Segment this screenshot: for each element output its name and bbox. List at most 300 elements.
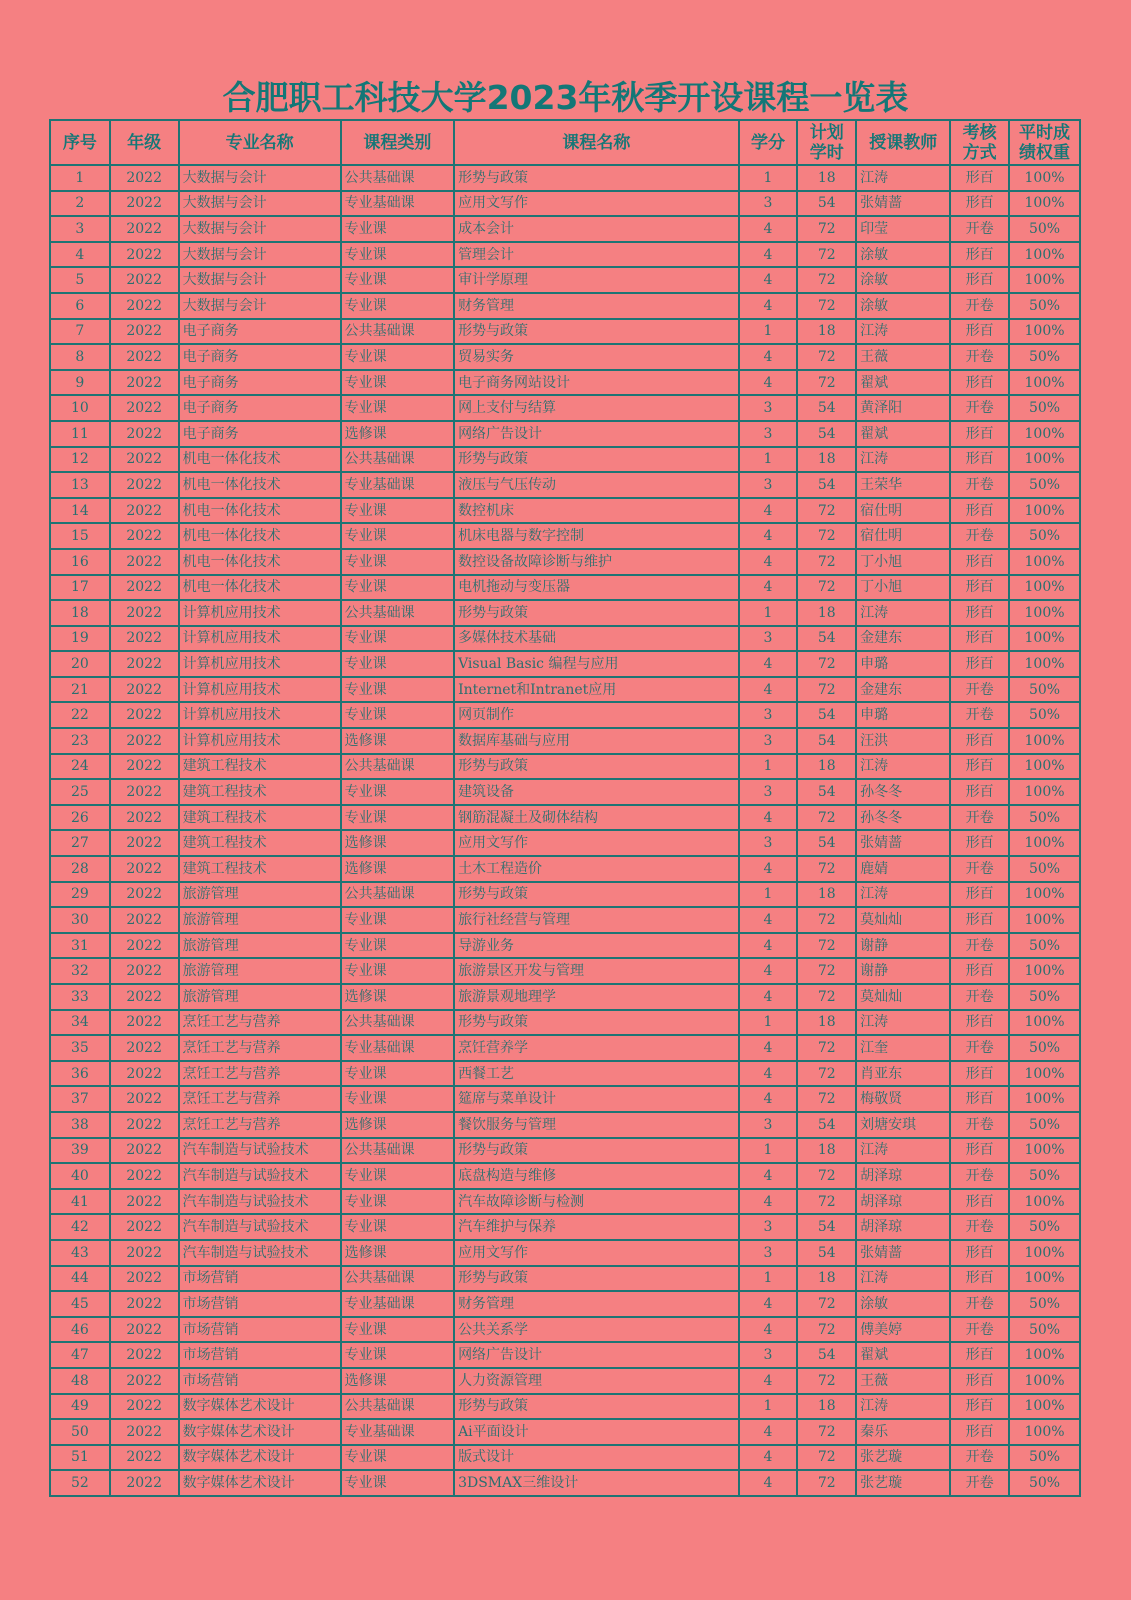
cell-category: 公共基础课 bbox=[341, 447, 454, 473]
cell-grade: 2022 bbox=[110, 344, 179, 370]
cell-hours: 18 bbox=[797, 1010, 856, 1036]
cell-major: 机电一体化技术 bbox=[179, 575, 341, 601]
cell-hours: 72 bbox=[797, 856, 856, 882]
cell-category: 选修课 bbox=[341, 421, 454, 447]
cell-grade: 2022 bbox=[110, 293, 179, 319]
cell-weight: 50% bbox=[1009, 1163, 1080, 1189]
cell-index: 18 bbox=[50, 600, 110, 626]
cell-teacher: 鹿婧 bbox=[856, 856, 950, 882]
cell-index: 45 bbox=[50, 1291, 110, 1317]
cell-category: 专业课 bbox=[341, 242, 454, 268]
cell-weight: 100% bbox=[1009, 958, 1080, 984]
cell-grade: 2022 bbox=[110, 1189, 179, 1215]
cell-category: 专业课 bbox=[341, 779, 454, 805]
cell-weight: 50% bbox=[1009, 1317, 1080, 1343]
table-row bbox=[50, 1214, 1080, 1240]
cell-teacher: 丁小旭 bbox=[856, 549, 950, 575]
cell-index: 48 bbox=[50, 1368, 110, 1394]
cell-grade: 2022 bbox=[110, 319, 179, 345]
cell-course: 应用文写作 bbox=[454, 191, 739, 217]
cell-exam: 形百 bbox=[950, 754, 1009, 780]
cell-major: 建筑工程技术 bbox=[179, 779, 341, 805]
table-row bbox=[50, 242, 1080, 268]
table-row bbox=[50, 1163, 1080, 1189]
table-row bbox=[50, 1035, 1080, 1061]
cell-major: 烹饪工艺与营养 bbox=[179, 1035, 341, 1061]
cell-course: Ai平面设计 bbox=[454, 1419, 739, 1445]
cell-course: 管理会计 bbox=[454, 242, 739, 268]
cell-category: 选修课 bbox=[341, 1112, 454, 1138]
cell-category: 专业课 bbox=[341, 395, 454, 421]
table-row bbox=[50, 319, 1080, 345]
cell-credits: 4 bbox=[739, 216, 798, 242]
cell-exam: 形百 bbox=[950, 549, 1009, 575]
cell-index: 22 bbox=[50, 702, 110, 728]
cell-course: 形势与政策 bbox=[454, 754, 739, 780]
cell-major: 数字媒体艺术设计 bbox=[179, 1419, 341, 1445]
cell-hours: 18 bbox=[797, 165, 856, 191]
table-row bbox=[50, 1086, 1080, 1112]
cell-index: 49 bbox=[50, 1394, 110, 1420]
cell-course: 审计学原理 bbox=[454, 267, 739, 293]
cell-course: 人力资源管理 bbox=[454, 1368, 739, 1394]
cell-grade: 2022 bbox=[110, 447, 179, 473]
cell-exam: 形百 bbox=[950, 1266, 1009, 1292]
cell-credits: 4 bbox=[739, 1419, 798, 1445]
cell-teacher: 宿仕明 bbox=[856, 523, 950, 549]
cell-major: 大数据与会计 bbox=[179, 293, 341, 319]
cell-exam: 形百 bbox=[950, 600, 1009, 626]
cell-exam: 开卷 bbox=[950, 293, 1009, 319]
table-row bbox=[50, 856, 1080, 882]
cell-index: 38 bbox=[50, 1112, 110, 1138]
cell-credits: 3 bbox=[739, 421, 798, 447]
cell-teacher: 黄泽阳 bbox=[856, 395, 950, 421]
cell-category: 公共基础课 bbox=[341, 882, 454, 908]
cell-hours: 72 bbox=[797, 805, 856, 831]
cell-teacher: 金建东 bbox=[856, 677, 950, 703]
cell-index: 24 bbox=[50, 754, 110, 780]
cell-exam: 形百 bbox=[950, 1061, 1009, 1087]
table-row bbox=[50, 267, 1080, 293]
cell-credits: 4 bbox=[739, 933, 798, 959]
cell-weight: 100% bbox=[1009, 1086, 1080, 1112]
table-row bbox=[50, 421, 1080, 447]
cell-category: 专业课 bbox=[341, 958, 454, 984]
table-row bbox=[50, 523, 1080, 549]
table-body bbox=[50, 165, 1080, 1496]
cell-weight: 100% bbox=[1009, 1010, 1080, 1036]
cell-index: 40 bbox=[50, 1163, 110, 1189]
table-row bbox=[50, 447, 1080, 473]
cell-grade: 2022 bbox=[110, 1240, 179, 1266]
header-cell-category: 课程类别 bbox=[341, 120, 454, 165]
cell-teacher: 张婧蔷 bbox=[856, 191, 950, 217]
cell-course: 财务管理 bbox=[454, 293, 739, 319]
cell-course: 电机拖动与变压器 bbox=[454, 575, 739, 601]
cell-course: 数控机床 bbox=[454, 498, 739, 524]
cell-grade: 2022 bbox=[110, 933, 179, 959]
cell-grade: 2022 bbox=[110, 984, 179, 1010]
cell-teacher: 莫灿灿 bbox=[856, 984, 950, 1010]
cell-hours: 18 bbox=[797, 447, 856, 473]
cell-course: 底盘构造与维修 bbox=[454, 1163, 739, 1189]
cell-credits: 1 bbox=[739, 600, 798, 626]
cell-hours: 18 bbox=[797, 1394, 856, 1420]
cell-category: 专业课 bbox=[341, 1470, 454, 1496]
cell-index: 43 bbox=[50, 1240, 110, 1266]
cell-credits: 4 bbox=[739, 498, 798, 524]
cell-major: 计算机应用技术 bbox=[179, 728, 341, 754]
cell-teacher: 翟斌 bbox=[856, 370, 950, 396]
cell-credits: 3 bbox=[739, 830, 798, 856]
cell-grade: 2022 bbox=[110, 907, 179, 933]
cell-hours: 54 bbox=[797, 626, 856, 652]
cell-grade: 2022 bbox=[110, 370, 179, 396]
cell-index: 50 bbox=[50, 1419, 110, 1445]
cell-course: 钢筋混凝土及砌体结构 bbox=[454, 805, 739, 831]
cell-exam: 形百 bbox=[950, 626, 1009, 652]
cell-grade: 2022 bbox=[110, 1266, 179, 1292]
cell-teacher: 申璐 bbox=[856, 702, 950, 728]
cell-major: 建筑工程技术 bbox=[179, 856, 341, 882]
cell-weight: 100% bbox=[1009, 498, 1080, 524]
cell-weight: 100% bbox=[1009, 549, 1080, 575]
cell-hours: 72 bbox=[797, 1189, 856, 1215]
cell-major: 机电一体化技术 bbox=[179, 447, 341, 473]
cell-credits: 3 bbox=[739, 191, 798, 217]
cell-exam: 形百 bbox=[950, 1240, 1009, 1266]
table-row bbox=[50, 958, 1080, 984]
cell-teacher: 江涛 bbox=[856, 165, 950, 191]
cell-credits: 4 bbox=[739, 677, 798, 703]
cell-credits: 3 bbox=[739, 1112, 798, 1138]
cell-grade: 2022 bbox=[110, 549, 179, 575]
cell-index: 28 bbox=[50, 856, 110, 882]
cell-teacher: 涂敏 bbox=[856, 242, 950, 268]
cell-teacher: 张婧蔷 bbox=[856, 1240, 950, 1266]
cell-credits: 4 bbox=[739, 575, 798, 601]
cell-exam: 开卷 bbox=[950, 1317, 1009, 1343]
cell-grade: 2022 bbox=[110, 1342, 179, 1368]
cell-course: 数据库基础与应用 bbox=[454, 728, 739, 754]
cell-exam: 形百 bbox=[950, 575, 1009, 601]
cell-exam: 开卷 bbox=[950, 805, 1009, 831]
cell-weight: 50% bbox=[1009, 702, 1080, 728]
cell-index: 30 bbox=[50, 907, 110, 933]
cell-index: 52 bbox=[50, 1470, 110, 1496]
cell-weight: 100% bbox=[1009, 907, 1080, 933]
cell-major: 数字媒体艺术设计 bbox=[179, 1445, 341, 1471]
cell-index: 35 bbox=[50, 1035, 110, 1061]
header-cell-teacher: 授课教师 bbox=[856, 120, 950, 165]
cell-weight: 100% bbox=[1009, 1368, 1080, 1394]
cell-teacher: 翟斌 bbox=[856, 421, 950, 447]
cell-weight: 50% bbox=[1009, 472, 1080, 498]
cell-course: 版式设计 bbox=[454, 1445, 739, 1471]
cell-hours: 72 bbox=[797, 267, 856, 293]
cell-credits: 3 bbox=[739, 728, 798, 754]
cell-teacher: 胡泽琼 bbox=[856, 1189, 950, 1215]
cell-hours: 72 bbox=[797, 984, 856, 1010]
cell-index: 16 bbox=[50, 549, 110, 575]
cell-grade: 2022 bbox=[110, 728, 179, 754]
cell-major: 数字媒体艺术设计 bbox=[179, 1394, 341, 1420]
cell-course: 公共关系学 bbox=[454, 1317, 739, 1343]
cell-hours: 72 bbox=[797, 1419, 856, 1445]
cell-credits: 4 bbox=[739, 1291, 798, 1317]
cell-credits: 4 bbox=[739, 1086, 798, 1112]
cell-major: 市场营销 bbox=[179, 1291, 341, 1317]
cell-exam: 形百 bbox=[950, 191, 1009, 217]
cell-credits: 4 bbox=[739, 1368, 798, 1394]
cell-category: 选修课 bbox=[341, 1368, 454, 1394]
cell-category: 专业基础课 bbox=[341, 191, 454, 217]
table-header-row bbox=[50, 120, 1080, 165]
cell-category: 专业课 bbox=[341, 1086, 454, 1112]
cell-exam: 开卷 bbox=[950, 1163, 1009, 1189]
cell-index: 21 bbox=[50, 677, 110, 703]
table-row bbox=[50, 1394, 1080, 1420]
cell-teacher: 翟斌 bbox=[856, 1342, 950, 1368]
cell-weight: 50% bbox=[1009, 805, 1080, 831]
cell-hours: 54 bbox=[797, 1342, 856, 1368]
cell-hours: 72 bbox=[797, 549, 856, 575]
cell-weight: 50% bbox=[1009, 984, 1080, 1010]
cell-hours: 72 bbox=[797, 370, 856, 396]
cell-course: 网络广告设计 bbox=[454, 421, 739, 447]
cell-weight: 100% bbox=[1009, 267, 1080, 293]
cell-grade: 2022 bbox=[110, 1035, 179, 1061]
cell-major: 旅游管理 bbox=[179, 958, 341, 984]
cell-credits: 3 bbox=[739, 1240, 798, 1266]
cell-course: 机床电器与数字控制 bbox=[454, 523, 739, 549]
cell-hours: 54 bbox=[797, 395, 856, 421]
cell-category: 专业课 bbox=[341, 677, 454, 703]
cell-grade: 2022 bbox=[110, 1470, 179, 1496]
table-row bbox=[50, 1445, 1080, 1471]
cell-credits: 4 bbox=[739, 549, 798, 575]
cell-grade: 2022 bbox=[110, 958, 179, 984]
cell-grade: 2022 bbox=[110, 1419, 179, 1445]
cell-teacher: 丁小旭 bbox=[856, 575, 950, 601]
cell-teacher: 申璐 bbox=[856, 651, 950, 677]
cell-major: 市场营销 bbox=[179, 1317, 341, 1343]
cell-index: 26 bbox=[50, 805, 110, 831]
cell-grade: 2022 bbox=[110, 1061, 179, 1087]
cell-major: 大数据与会计 bbox=[179, 242, 341, 268]
cell-category: 专业课 bbox=[341, 933, 454, 959]
cell-grade: 2022 bbox=[110, 1368, 179, 1394]
cell-teacher: 涂敏 bbox=[856, 293, 950, 319]
cell-course: 形势与政策 bbox=[454, 1266, 739, 1292]
cell-course: 网页制作 bbox=[454, 702, 739, 728]
cell-hours: 72 bbox=[797, 1368, 856, 1394]
table-row bbox=[50, 1061, 1080, 1087]
cell-major: 汽车制造与试验技术 bbox=[179, 1163, 341, 1189]
cell-weight: 100% bbox=[1009, 1189, 1080, 1215]
cell-teacher: 江奎 bbox=[856, 1035, 950, 1061]
table-row bbox=[50, 1317, 1080, 1343]
cell-major: 建筑工程技术 bbox=[179, 754, 341, 780]
table-row bbox=[50, 882, 1080, 908]
cell-course: Visual Basic 编程与应用 bbox=[454, 651, 739, 677]
cell-category: 选修课 bbox=[341, 1240, 454, 1266]
cell-credits: 3 bbox=[739, 1342, 798, 1368]
cell-grade: 2022 bbox=[110, 626, 179, 652]
cell-weight: 100% bbox=[1009, 165, 1080, 191]
cell-index: 33 bbox=[50, 984, 110, 1010]
cell-teacher: 涂敏 bbox=[856, 267, 950, 293]
cell-index: 10 bbox=[50, 395, 110, 421]
cell-index: 44 bbox=[50, 1266, 110, 1292]
cell-teacher: 肖亚东 bbox=[856, 1061, 950, 1087]
cell-course: 旅游景区开发与管理 bbox=[454, 958, 739, 984]
cell-credits: 3 bbox=[739, 626, 798, 652]
cell-exam: 形百 bbox=[950, 1086, 1009, 1112]
table-row bbox=[50, 191, 1080, 217]
cell-teacher: 江涛 bbox=[856, 319, 950, 345]
cell-major: 机电一体化技术 bbox=[179, 523, 341, 549]
cell-hours: 72 bbox=[797, 677, 856, 703]
header-cell-exam: 考核 方式 bbox=[950, 120, 1009, 165]
cell-major: 旅游管理 bbox=[179, 933, 341, 959]
cell-hours: 54 bbox=[797, 830, 856, 856]
cell-exam: 形百 bbox=[950, 830, 1009, 856]
cell-hours: 18 bbox=[797, 319, 856, 345]
cell-course: 应用文写作 bbox=[454, 830, 739, 856]
cell-category: 专业课 bbox=[341, 1445, 454, 1471]
cell-major: 计算机应用技术 bbox=[179, 677, 341, 703]
cell-index: 8 bbox=[50, 344, 110, 370]
cell-weight: 100% bbox=[1009, 1342, 1080, 1368]
table-row bbox=[50, 907, 1080, 933]
cell-weight: 100% bbox=[1009, 626, 1080, 652]
table-row bbox=[50, 575, 1080, 601]
cell-credits: 1 bbox=[739, 1266, 798, 1292]
table-row bbox=[50, 677, 1080, 703]
cell-exam: 开卷 bbox=[950, 1445, 1009, 1471]
cell-weight: 50% bbox=[1009, 1035, 1080, 1061]
cell-teacher: 胡泽琼 bbox=[856, 1163, 950, 1189]
cell-category: 选修课 bbox=[341, 728, 454, 754]
cell-course: 财务管理 bbox=[454, 1291, 739, 1317]
cell-teacher: 刘塘安琪 bbox=[856, 1112, 950, 1138]
cell-grade: 2022 bbox=[110, 575, 179, 601]
cell-category: 专业课 bbox=[341, 575, 454, 601]
cell-course: 3DSMAX三维设计 bbox=[454, 1470, 739, 1496]
cell-hours: 72 bbox=[797, 1317, 856, 1343]
cell-exam: 开卷 bbox=[950, 856, 1009, 882]
cell-hours: 54 bbox=[797, 728, 856, 754]
cell-credits: 1 bbox=[739, 319, 798, 345]
cell-credits: 3 bbox=[739, 779, 798, 805]
cell-weight: 100% bbox=[1009, 191, 1080, 217]
cell-credits: 4 bbox=[739, 1061, 798, 1087]
cell-hours: 72 bbox=[797, 216, 856, 242]
cell-category: 专业课 bbox=[341, 907, 454, 933]
cell-weight: 100% bbox=[1009, 421, 1080, 447]
cell-category: 专业基础课 bbox=[341, 1035, 454, 1061]
cell-major: 计算机应用技术 bbox=[179, 626, 341, 652]
cell-credits: 4 bbox=[739, 984, 798, 1010]
cell-index: 41 bbox=[50, 1189, 110, 1215]
cell-weight: 100% bbox=[1009, 1138, 1080, 1164]
cell-grade: 2022 bbox=[110, 600, 179, 626]
cell-exam: 形百 bbox=[950, 1394, 1009, 1420]
cell-exam: 形百 bbox=[950, 958, 1009, 984]
cell-category: 专业课 bbox=[341, 549, 454, 575]
cell-hours: 72 bbox=[797, 293, 856, 319]
cell-course: 多媒体技术基础 bbox=[454, 626, 739, 652]
table-row bbox=[50, 1419, 1080, 1445]
cell-major: 汽车制造与试验技术 bbox=[179, 1240, 341, 1266]
cell-weight: 50% bbox=[1009, 293, 1080, 319]
cell-exam: 形百 bbox=[950, 165, 1009, 191]
cell-weight: 50% bbox=[1009, 856, 1080, 882]
course-table bbox=[49, 119, 1081, 1497]
cell-weight: 50% bbox=[1009, 677, 1080, 703]
table-row bbox=[50, 933, 1080, 959]
cell-grade: 2022 bbox=[110, 677, 179, 703]
cell-index: 37 bbox=[50, 1086, 110, 1112]
cell-hours: 72 bbox=[797, 1470, 856, 1496]
table-row bbox=[50, 1470, 1080, 1496]
cell-hours: 54 bbox=[797, 472, 856, 498]
cell-index: 13 bbox=[50, 472, 110, 498]
cell-exam: 开卷 bbox=[950, 1291, 1009, 1317]
cell-course: 形势与政策 bbox=[454, 165, 739, 191]
cell-teacher: 秦乐 bbox=[856, 1419, 950, 1445]
cell-exam: 形百 bbox=[950, 907, 1009, 933]
cell-teacher: 江涛 bbox=[856, 1266, 950, 1292]
cell-category: 专业课 bbox=[341, 370, 454, 396]
cell-hours: 72 bbox=[797, 1086, 856, 1112]
cell-grade: 2022 bbox=[110, 779, 179, 805]
cell-major: 数字媒体艺术设计 bbox=[179, 1470, 341, 1496]
cell-credits: 3 bbox=[739, 702, 798, 728]
cell-exam: 形百 bbox=[950, 882, 1009, 908]
table-row bbox=[50, 600, 1080, 626]
cell-exam: 形百 bbox=[950, 1138, 1009, 1164]
cell-course: 形势与政策 bbox=[454, 447, 739, 473]
cell-exam: 开卷 bbox=[950, 523, 1009, 549]
table-row bbox=[50, 216, 1080, 242]
cell-course: 汽车维护与保养 bbox=[454, 1214, 739, 1240]
cell-category: 专业课 bbox=[341, 1163, 454, 1189]
cell-major: 电子商务 bbox=[179, 344, 341, 370]
cell-index: 12 bbox=[50, 447, 110, 473]
cell-category: 公共基础课 bbox=[341, 600, 454, 626]
cell-index: 32 bbox=[50, 958, 110, 984]
cell-major: 旅游管理 bbox=[179, 907, 341, 933]
cell-index: 9 bbox=[50, 370, 110, 396]
cell-major: 建筑工程技术 bbox=[179, 805, 341, 831]
cell-grade: 2022 bbox=[110, 1317, 179, 1343]
cell-hours: 18 bbox=[797, 1266, 856, 1292]
cell-teacher: 金建东 bbox=[856, 626, 950, 652]
table-row bbox=[50, 1138, 1080, 1164]
cell-grade: 2022 bbox=[110, 498, 179, 524]
cell-weight: 100% bbox=[1009, 882, 1080, 908]
cell-hours: 72 bbox=[797, 907, 856, 933]
table-row bbox=[50, 805, 1080, 831]
cell-exam: 形百 bbox=[950, 267, 1009, 293]
cell-category: 专业课 bbox=[341, 293, 454, 319]
cell-hours: 72 bbox=[797, 575, 856, 601]
cell-credits: 4 bbox=[739, 1445, 798, 1471]
header-cell-major: 专业名称 bbox=[179, 120, 341, 165]
